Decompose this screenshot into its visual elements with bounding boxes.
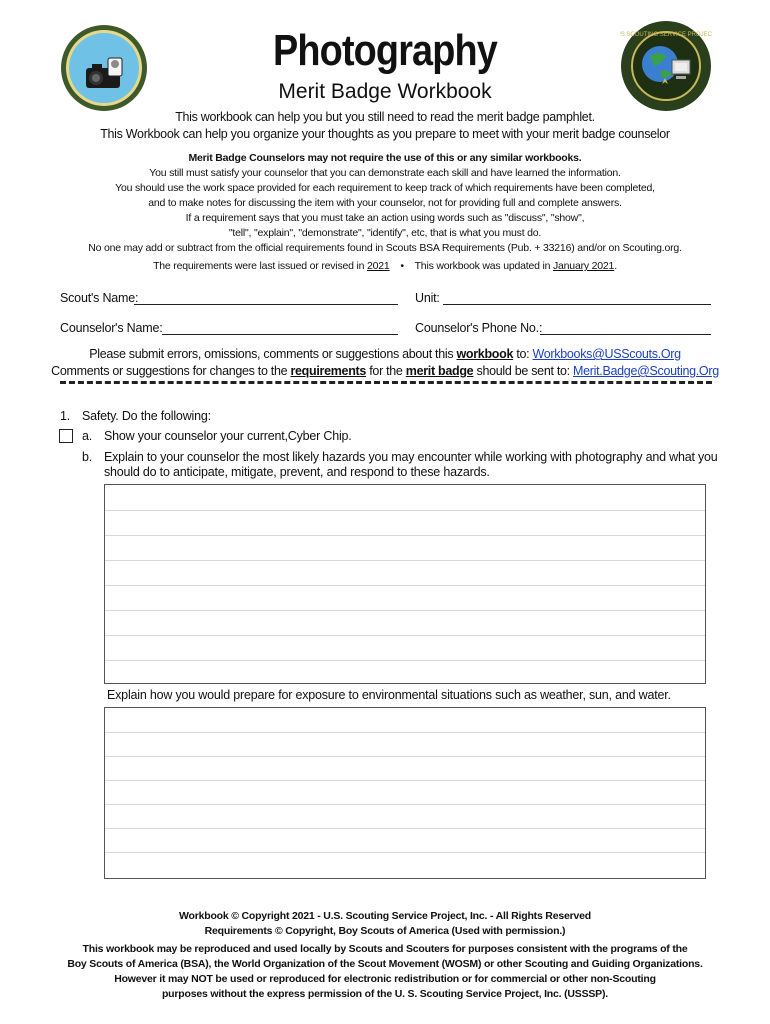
issued-bullet: • [400,260,404,272]
footer-line-5: However it may NOT be used or reproduced for electronic redistribution or for commercial or other non-Scouting [114,973,656,985]
notice-line-6: "tell", "explain", "demonstrate", "identify", etc, that is what you must do. [228,227,542,239]
unit-field[interactable] [443,304,711,305]
updated-prefix: This workbook was updated in [414,260,551,272]
submit-line-1-bold: workbook [456,347,514,361]
merit-badge-email-link[interactable]: Merit.Badge@Scouting.Org [573,364,719,378]
req-1b-text-line-2: should do to anticipate, mitigate, prevent, and respond to these hazards. [104,465,490,479]
submit-line-1 [0,347,770,361]
issued-year: 2021 [366,260,390,272]
counselor-name-label: Counselor's Name: [60,321,163,335]
submit-line-2 [0,364,770,378]
counselor-phone-label: Counselor's Phone No.: [415,321,543,335]
req-1a-letter: a. [82,429,93,443]
notice-line-5: If a requirement says that you must take an action using words such as "discuss", "show", [185,212,585,224]
req-1a-text: Show your counselor your current,Cyber Chip. [104,429,352,443]
req-1-text: Safety. Do the following: [82,409,211,423]
notice-line-3: You should use the work space provided for each requirement to keep track of which requirements have been completed, [115,182,655,194]
footer-line-4: Boy Scouts of America (BSA), the World Organization of the Scout Movement (WOSM) or other Scouting and Guiding Organizations. [67,958,703,970]
scout-name-field[interactable] [134,304,398,305]
req-1-number: 1. [60,409,71,423]
scout-name-label: Scout's Name: [60,291,139,305]
notice-bold-line: Merit Badge Counselors may not require the use of this or any similar workbooks. [188,152,582,164]
submit-line-2-bold-2: merit badge [405,364,474,378]
req-1b-answer-box[interactable] [104,484,706,684]
intro-line-2: This Workbook can help you organize your thoughts as you prepare to meet with your merit badge counselor [100,127,670,141]
counselor-name-field[interactable] [162,334,398,335]
submit-line-2-bold-1: requirements [290,364,367,378]
submit-line-2-prefix: Comments or suggestions for changes to the [51,364,288,378]
page-title: Photography [273,26,497,75]
updated-date: January 2021 [552,260,615,272]
req-1b-followup: Explain how you would prepare for exposure to environmental situations such as weather, sun, and water. [107,688,671,702]
updated-suffix: . [614,260,617,272]
footer-line-1: Workbook © Copyright 2021 - U.S. Scouting Service Project, Inc. - All Rights Reserved [178,910,591,922]
section-divider [60,381,712,384]
footer-line-2: Requirements © Copyright, Boy Scouts of America (Used with permission.) [204,925,566,937]
req-1a-checkbox[interactable] [59,429,73,443]
req-1b-text-line-1: Explain to your counselor the most likely hazards you may encounter while working with photography and what you [104,450,718,464]
notice-line-4: and to make notes for discussing the item with your counselor, not for providing full and complete answers. [148,197,622,209]
issued-line [0,260,770,272]
counselor-phone-field[interactable] [540,334,711,335]
notice-line-2: You still must satisfy your counselor that you can demonstrate each skill and have learned the information. [149,167,621,179]
req-1b-letter: b. [82,450,93,464]
unit-label: Unit: [415,291,440,305]
footer-line-3: This workbook may be reproduced and used locally by Scouts and Scouters for purposes consistent with the programs of the [82,943,688,955]
issued-prefix: The requirements were last issued or revised in [153,260,365,272]
notice-line-7: No one may add or subtract from the official requirements found in Scouts BSA Requirements (Pub. + 33216) and/or on Scouting.org. [88,242,682,254]
submit-line-2-suffix: should be sent to: [476,364,570,378]
intro-line-1: This workbook can help you but you still need to read the merit badge pamphlet. [175,110,595,124]
submit-line-1-mid: to: [516,347,530,361]
page-subtitle: Merit Badge Workbook [278,80,492,103]
workbooks-email-link[interactable]: Workbooks@USScouts.Org [532,347,681,361]
footer-line-6: purposes without the express permission of the U. S. Scouting Service Project, Inc. (USSSP). [161,988,609,1000]
usssp-logo-text: US SCOUTING SERVICE PROJECT [620,32,712,38]
submit-line-1-prefix: Please submit errors, omissions, comments or suggestions about this [89,347,454,361]
submit-line-2-mid: for the [369,364,403,378]
req-1b-followup-answer-box[interactable] [104,707,706,879]
